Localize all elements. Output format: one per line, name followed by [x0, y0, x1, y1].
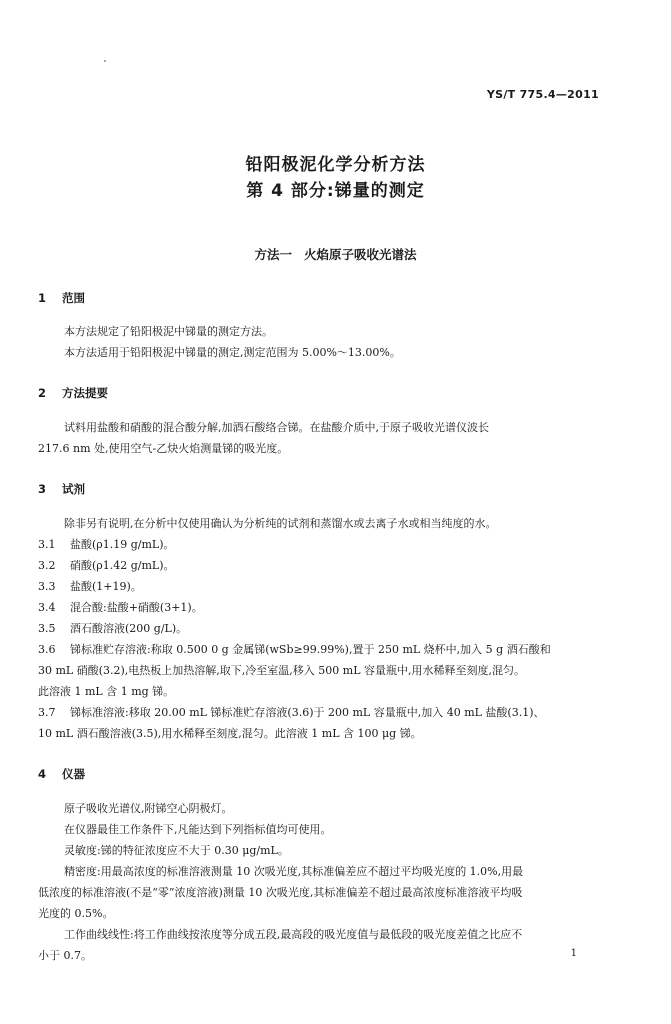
section-3-intro: 除非另有说明,在分析中仅使用确认为分析纯的试剂和蒸馏水或去离子水或相当纯度的水。 [64, 517, 497, 530]
item-text: 锑标准溶液:移取 20.00 mL 锑标准贮存溶液(3.6)于 200 mL 容量瓶中,加入 40 mL 盐酸(3.1)、 [70, 706, 545, 719]
reagent-item-continuation: 30 mL 硝酸(3.2),电热板上加热溶解,取下,冷至室温,移入 500 mL 容量瓶中,用水稀释至刻度,混匀。 [38, 664, 525, 677]
section-3-heading [38, 481, 85, 497]
scan-speck [104, 60, 106, 62]
item-number: 3.2 [38, 559, 56, 572]
section-4-paragraph: 原子吸收光谱仪,附锑空心阴极灯。 [64, 802, 233, 815]
section-title: 范围 [62, 291, 85, 305]
item-text: 盐酸(ρ1.19 g/mL)。 [70, 538, 175, 551]
reagent-item-continuation: 此溶液 1 mL 含 1 mg 锑。 [38, 685, 175, 698]
item-number: 3.7 [38, 706, 56, 719]
reagent-item [38, 706, 545, 720]
item-text: 硝酸(ρ1.42 g/mL)。 [70, 559, 175, 572]
section-4-heading [38, 766, 85, 782]
method-label: 方法一 [254, 247, 292, 262]
item-number: 3.4 [38, 601, 56, 614]
section-number: 4 [38, 767, 47, 781]
section-2-paragraph: 217.6 nm 处,使用空气-乙炔火焰测量锑的吸光度。 [38, 442, 289, 455]
document-title-line2: 第 4 部分:锑量的测定 [246, 181, 425, 201]
section-title: 仪器 [62, 767, 85, 781]
item-text: 锑标准贮存溶液:称取 0.500 0 g 金属锑(wSb≥99.99%),置于 250 mL 烧杯中,加入 5 g 酒石酸和 [70, 643, 551, 656]
reagent-item-continuation: 10 mL 酒石酸溶液(3.5),用水稀释至刻度,混匀。此溶液 1 mL 含 100 μg 锑。 [38, 727, 422, 740]
section-4-paragraph: 小于 0.7。 [38, 949, 92, 962]
section-2-paragraph: 试料用盐酸和硝酸的混合酸分解,加酒石酸络合锑。在盐酸介质中,于原子吸收光谱仪波长 [64, 421, 489, 434]
method-name: 火焰原子吸收光谱法 [304, 247, 417, 262]
standard-code: YS/T 775.4—2011 [486, 88, 599, 101]
section-4-paragraph: 在仪器最佳工作条件下,凡能达到下列指标值均可使用。 [64, 823, 332, 836]
item-text: 盐酸(1+19)。 [70, 580, 142, 593]
section-title: 试剂 [62, 482, 85, 496]
reagent-item [38, 622, 187, 636]
item-number: 3.3 [38, 580, 56, 593]
document-title-line1: 铅阳极泥化学分析方法 [245, 155, 426, 175]
section-title: 方法提要 [62, 386, 108, 400]
section-1-heading [38, 290, 85, 306]
item-text: 混合酸:盐酸+硝酸(3+1)。 [70, 601, 203, 614]
reagent-item [38, 643, 551, 657]
reagent-item [38, 580, 142, 594]
section-number: 2 [38, 386, 47, 400]
section-4-paragraph: 精密度:用最高浓度的标准溶液测量 10 次吸光度,其标准偏差应不超过平均吸光度的 1.0%,用最 [64, 865, 524, 878]
section-1-paragraph: 本方法适用于铅阳极泥中锑量的测定,测定范围为 5.00%～13.00%。 [64, 346, 401, 359]
section-1-paragraph: 本方法规定了铅阳极泥中锑量的测定方法。 [64, 325, 273, 338]
item-number: 3.6 [38, 643, 56, 656]
section-number: 1 [38, 291, 47, 305]
item-text: 酒石酸溶液(200 g/L)。 [70, 622, 188, 635]
item-number: 3.1 [38, 538, 56, 551]
section-4-paragraph: 灵敏度:锑的特征浓度应不大于 0.30 μg/mL。 [64, 844, 289, 857]
item-number: 3.5 [38, 622, 56, 635]
reagent-item [38, 538, 175, 552]
section-4-paragraph: 工作曲线线性:将工作曲线按浓度等分成五段,最高段的吸光度值与最低段的吸光度差值之比应不 [64, 928, 523, 941]
section-4-paragraph: 低浓度的标准溶液(不是“零”浓度溶液)测量 10 次吸光度,其标准偏差不超过最高浓度标准溶液平均吸 [38, 886, 523, 899]
section-number: 3 [38, 482, 47, 496]
section-4-paragraph: 光度的 0.5%。 [38, 907, 114, 920]
page-number: 1 [570, 948, 577, 959]
reagent-item [38, 559, 175, 573]
reagent-item [38, 601, 203, 615]
method-heading [0, 245, 671, 263]
section-2-heading [38, 385, 108, 401]
